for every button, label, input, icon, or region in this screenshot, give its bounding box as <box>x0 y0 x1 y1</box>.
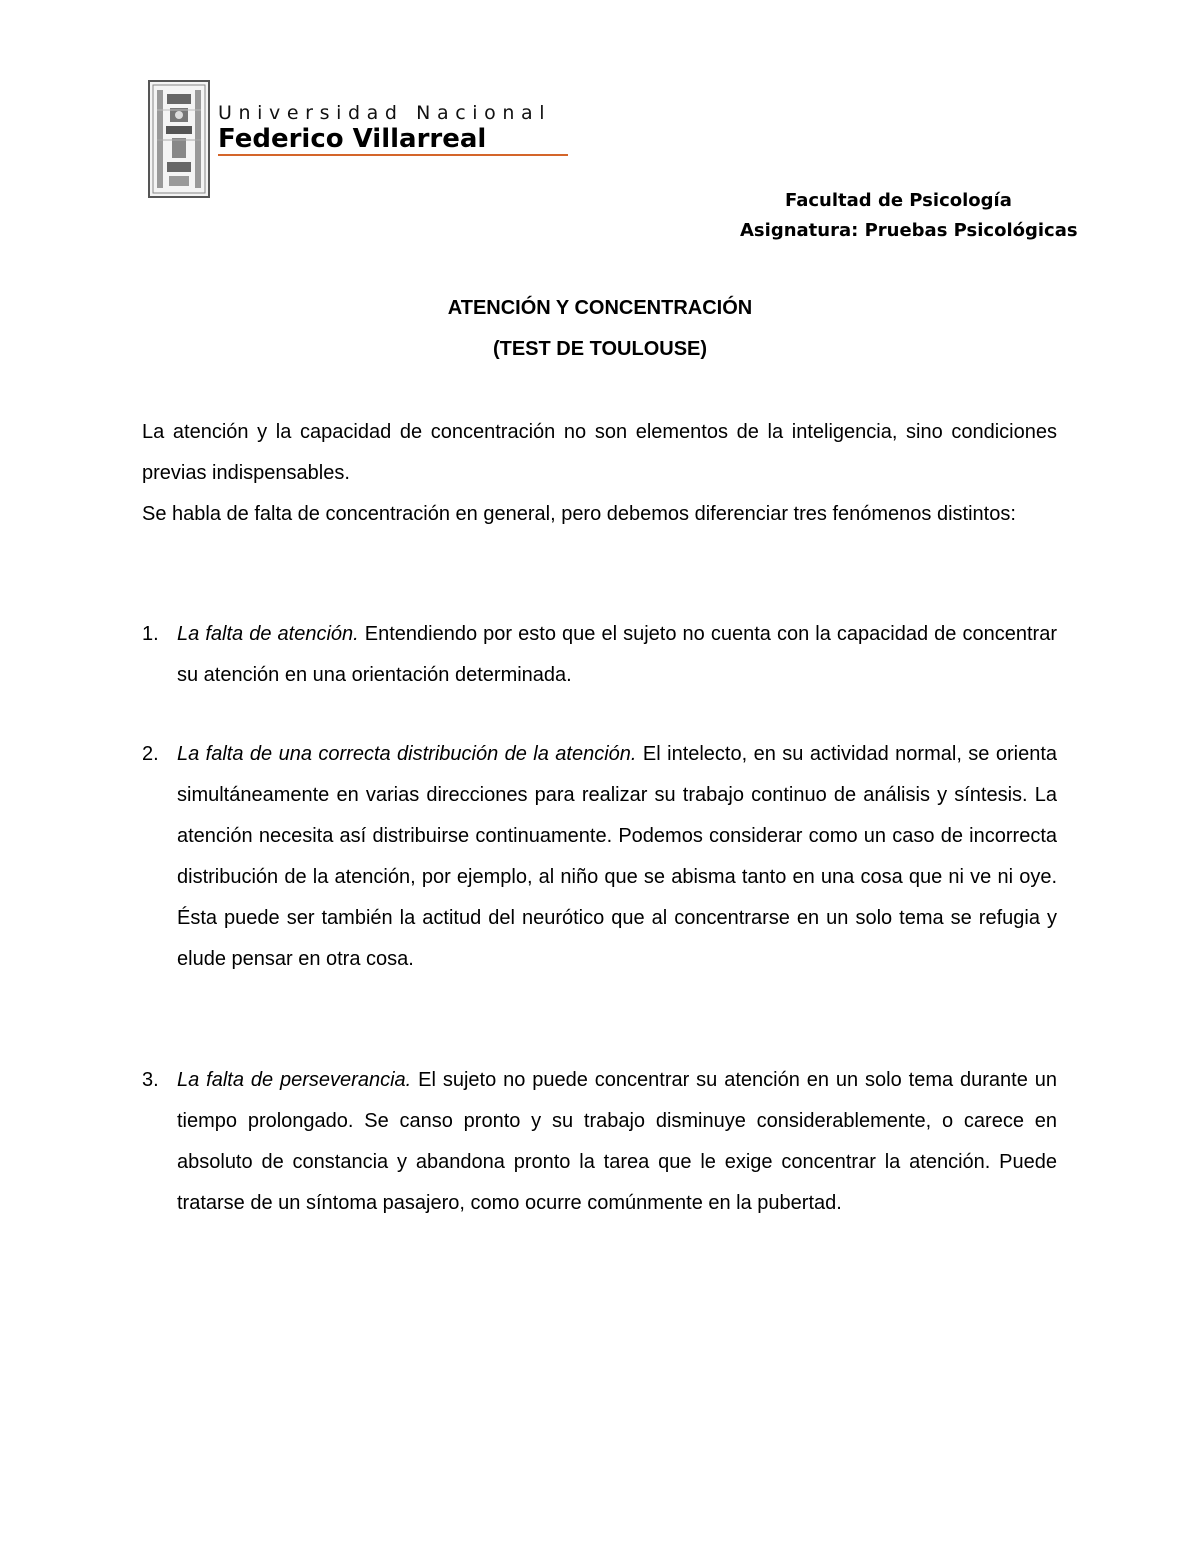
document-title: ATENCIÓN Y CONCENTRACIÓN <box>447 297 753 319</box>
list-item-text: Entendiendo por esto que el sujeto no cuenta con la capacidad de concentrar su atención en una orientación determinada. <box>177 623 1057 686</box>
list-item <box>142 1060 1057 1224</box>
university-emblem-icon <box>148 80 210 198</box>
list-item-term: La falta de perseverancia. <box>177 1069 412 1091</box>
document-subtitle: (TEST DE TOULOUSE) <box>492 338 708 360</box>
list-item-number: 2. <box>142 743 159 765</box>
list-item-body <box>177 614 1057 696</box>
university-name-line1: Universidad Nacional <box>218 102 552 124</box>
faculty-label: Facultad de Psicología <box>785 190 1012 211</box>
list-item <box>142 614 1057 696</box>
university-name-line2: Federico Villarreal <box>218 124 487 154</box>
list-item-number: 3. <box>142 1069 159 1091</box>
intro-paragraph-2: Se habla de falta de concentración en general, pero debemos diferenciar tres fenómenos distintos: <box>142 503 1016 525</box>
list-item-body <box>177 1060 1057 1224</box>
list-item <box>142 734 1057 980</box>
university-logo <box>148 78 578 200</box>
intro-paragraph-1: La atención y la capacidad de concentración no son elementos de la inteligencia, sino condiciones previas indispensables. <box>142 421 1057 484</box>
logo-underline <box>218 154 568 156</box>
list-item-term: La falta de atención. <box>177 623 359 645</box>
list-item-body <box>177 734 1057 980</box>
list-item-number: 1. <box>142 623 159 645</box>
list-item-text: El intelecto, en su actividad normal, se orienta simultáneamente en varias direcciones para realizar su trabajo continuo de análisis y síntesis. La atención necesita así distribuirse continuamente. Podemos considerar como un caso de incorrecta distribución de la atención, por ejemplo, al niño que se abisma tanto en una cosa que ni ve ni oye. Ésta puede ser también la actitud del neurótico que al concentrarse en un solo tema se refugia y elude pensar en otra cosa. <box>177 743 1057 970</box>
subject-label: Asignatura: Pruebas Psicológicas <box>740 220 1078 241</box>
list-item-term: La falta de una correcta distribución de la atención. <box>177 743 637 765</box>
list-item-text: El sujeto no puede concentrar su atención en un solo tema durante un tiempo prolongado. Se canso pronto y su trabajo disminuye considerablemente, o carece en absoluto de constancia y abandona pronto la tarea que le exige concentrar la atención. Puede tratarse de un síntoma pasajero, como ocurre comúnmente en la pubertad. <box>177 1069 1058 1214</box>
